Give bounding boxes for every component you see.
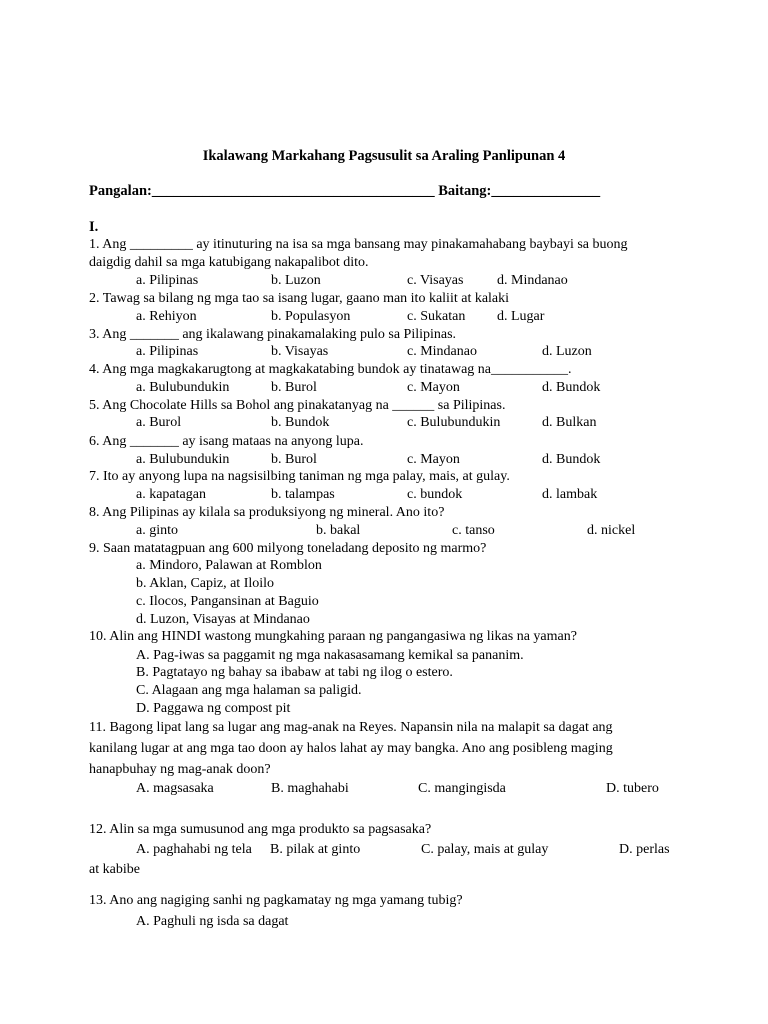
question-13: 13. Ano ang nagiging sanhi ng pagkamatay ng mga yamang tubig? [89,893,463,908]
q9-option-d: d. Luzon, Visayas at Mindanao [136,612,310,627]
q11-option-c: C. mangingisda [418,781,506,796]
q12-option-d: D. perlas [619,842,670,857]
grade-field-label: Baitang:_______________ [438,183,601,199]
q12-option-d-continuation: at kabibe [89,862,140,877]
q1-option-d: d. Mindanao [497,273,568,288]
q10-option-a: A. Pag-iwas sa paggamit ng mga nakasasamang kemikal sa pananim. [136,648,524,663]
q6-option-a: a. Bulubundukin [136,452,230,467]
q6-option-c: c. Mayon [407,452,460,467]
q10-option-b: B. Pagtatayo ng bahay sa ibabaw at tabi ng ilog o estero. [136,665,453,680]
q4-option-b: b. Burol [271,380,317,395]
q10-option-c: C. Alagaan ang mga halaman sa paligid. [136,683,362,698]
q6-option-b: b. Burol [271,452,317,467]
q12-option-c: C. palay, mais at gulay [421,842,549,857]
q9-option-a: a. Mindoro, Palawan at Romblon [136,558,322,573]
q8-option-b: b. bakal [316,523,361,538]
q8-option-a: a. ginto [136,523,178,538]
q11-option-a: A. magsasaka [136,781,214,796]
q5-option-b: b. Bundok [271,415,330,430]
q3-option-a: a. Pilipinas [136,344,199,359]
q7-option-c: c. bundok [407,487,463,502]
q7-option-d: d. lambak [542,487,598,502]
q4-option-c: c. Mayon [407,380,460,395]
q10-option-d: D. Paggawa ng compost pit [136,701,291,716]
q7-option-a: a. kapatagan [136,487,206,502]
question-2: 2. Tawag sa bilang ng mga tao sa isang lugar, gaano man ito kaliit at kalaki [89,291,510,306]
question-10: 10. Alin ang HINDI wastong mungkahing paraan ng pangangasiwa ng likas na yaman? [89,629,577,644]
q4-option-d: d. Bundok [542,380,601,395]
question-3: 3. Ang _______ ang ikalawang pinakamalaking pulo sa Pilipinas. [89,327,457,342]
question-11: 11. Bagong lipat lang sa lugar ang mag-anak na Reyes. Napansin nila na malapit sa dagat ang [89,720,613,735]
question-8: 8. Ang Pilipinas ay kilala sa produksiyong ng mineral. Ano ito? [89,505,445,520]
q1-option-b: b. Luzon [271,273,321,288]
section-label: I. [89,219,99,235]
q11-option-d: D. tubero [606,781,659,796]
q2-option-b: b. Populasyon [271,309,351,324]
q1-option-c: c. Visayas [407,273,464,288]
question-11-line3: hanapbuhay ng mag-anak doon? [89,762,271,777]
q8-option-d: d. nickel [587,523,636,538]
q6-option-d: d. Bundok [542,452,601,467]
question-5: 5. Ang Chocolate Hills sa Bohol ang pinakatanyag na ______ sa Pilipinas. [89,398,506,413]
question-9: 9. Saan matatagpuan ang 600 milyong toneladang deposito ng marmo? [89,541,487,556]
question-7: 7. Ito ay anyong lupa na nagsisilbing taniman ng mga palay, mais, at gulay. [89,469,510,484]
q3-option-c: c. Mindanao [407,344,477,359]
q1-option-a: a. Pilipinas [136,273,199,288]
q8-option-c: c. tanso [452,523,495,538]
q5-option-c: c. Bulubundukin [407,415,501,430]
q4-option-a: a. Bulubundukin [136,380,230,395]
q11-option-b: B. maghahabi [271,781,349,796]
q7-option-b: b. talampas [271,487,335,502]
q12-option-a: A. paghahabi ng tela [136,842,252,857]
q13-option-a: A. Paghuli ng isda sa dagat [136,914,289,929]
q2-option-c: c. Sukatan [407,309,466,324]
question-11-line2: kanilang lugar at ang mga tao doon ay halos lahat ay may bangka. Ano ang posibleng maging [89,741,613,756]
question-1-line2: daigdig dahil sa mga katubigang nakapalibot dito. [89,255,369,270]
exam-title: Ikalawang Markahang Pagsusulit sa Araling Panlipunan 4 [202,148,566,164]
q5-option-a: a. Burol [136,415,182,430]
q2-option-d: d. Lugar [497,309,545,324]
q2-option-a: a. Rehiyon [136,309,197,324]
q5-option-d: d. Bulkan [542,415,597,430]
question-4: 4. Ang mga magkakarugtong at magkakatabing bundok ay tinatawag na___________. [89,362,572,377]
question-12: 12. Alin sa mga sumusunod ang mga produkto sa pagsasaka? [89,822,432,837]
question-6: 6. Ang _______ ay isang mataas na anyong lupa. [89,434,364,449]
q3-option-d: d. Luzon [542,344,592,359]
q3-option-b: b. Visayas [271,344,329,359]
question-1: 1. Ang _________ ay itinuturing na isa sa mga bansang may pinakamahabang baybayi sa buong [89,237,628,252]
name-grade-row [89,183,600,200]
q9-option-c: c. Ilocos, Pangansinan at Baguio [136,594,319,609]
q9-option-b: b. Aklan, Capiz, at Iloilo [136,576,275,591]
q12-option-b: B. pilak at ginto [270,842,361,857]
name-field-label: Pangalan:_______________________________________ [89,183,435,199]
